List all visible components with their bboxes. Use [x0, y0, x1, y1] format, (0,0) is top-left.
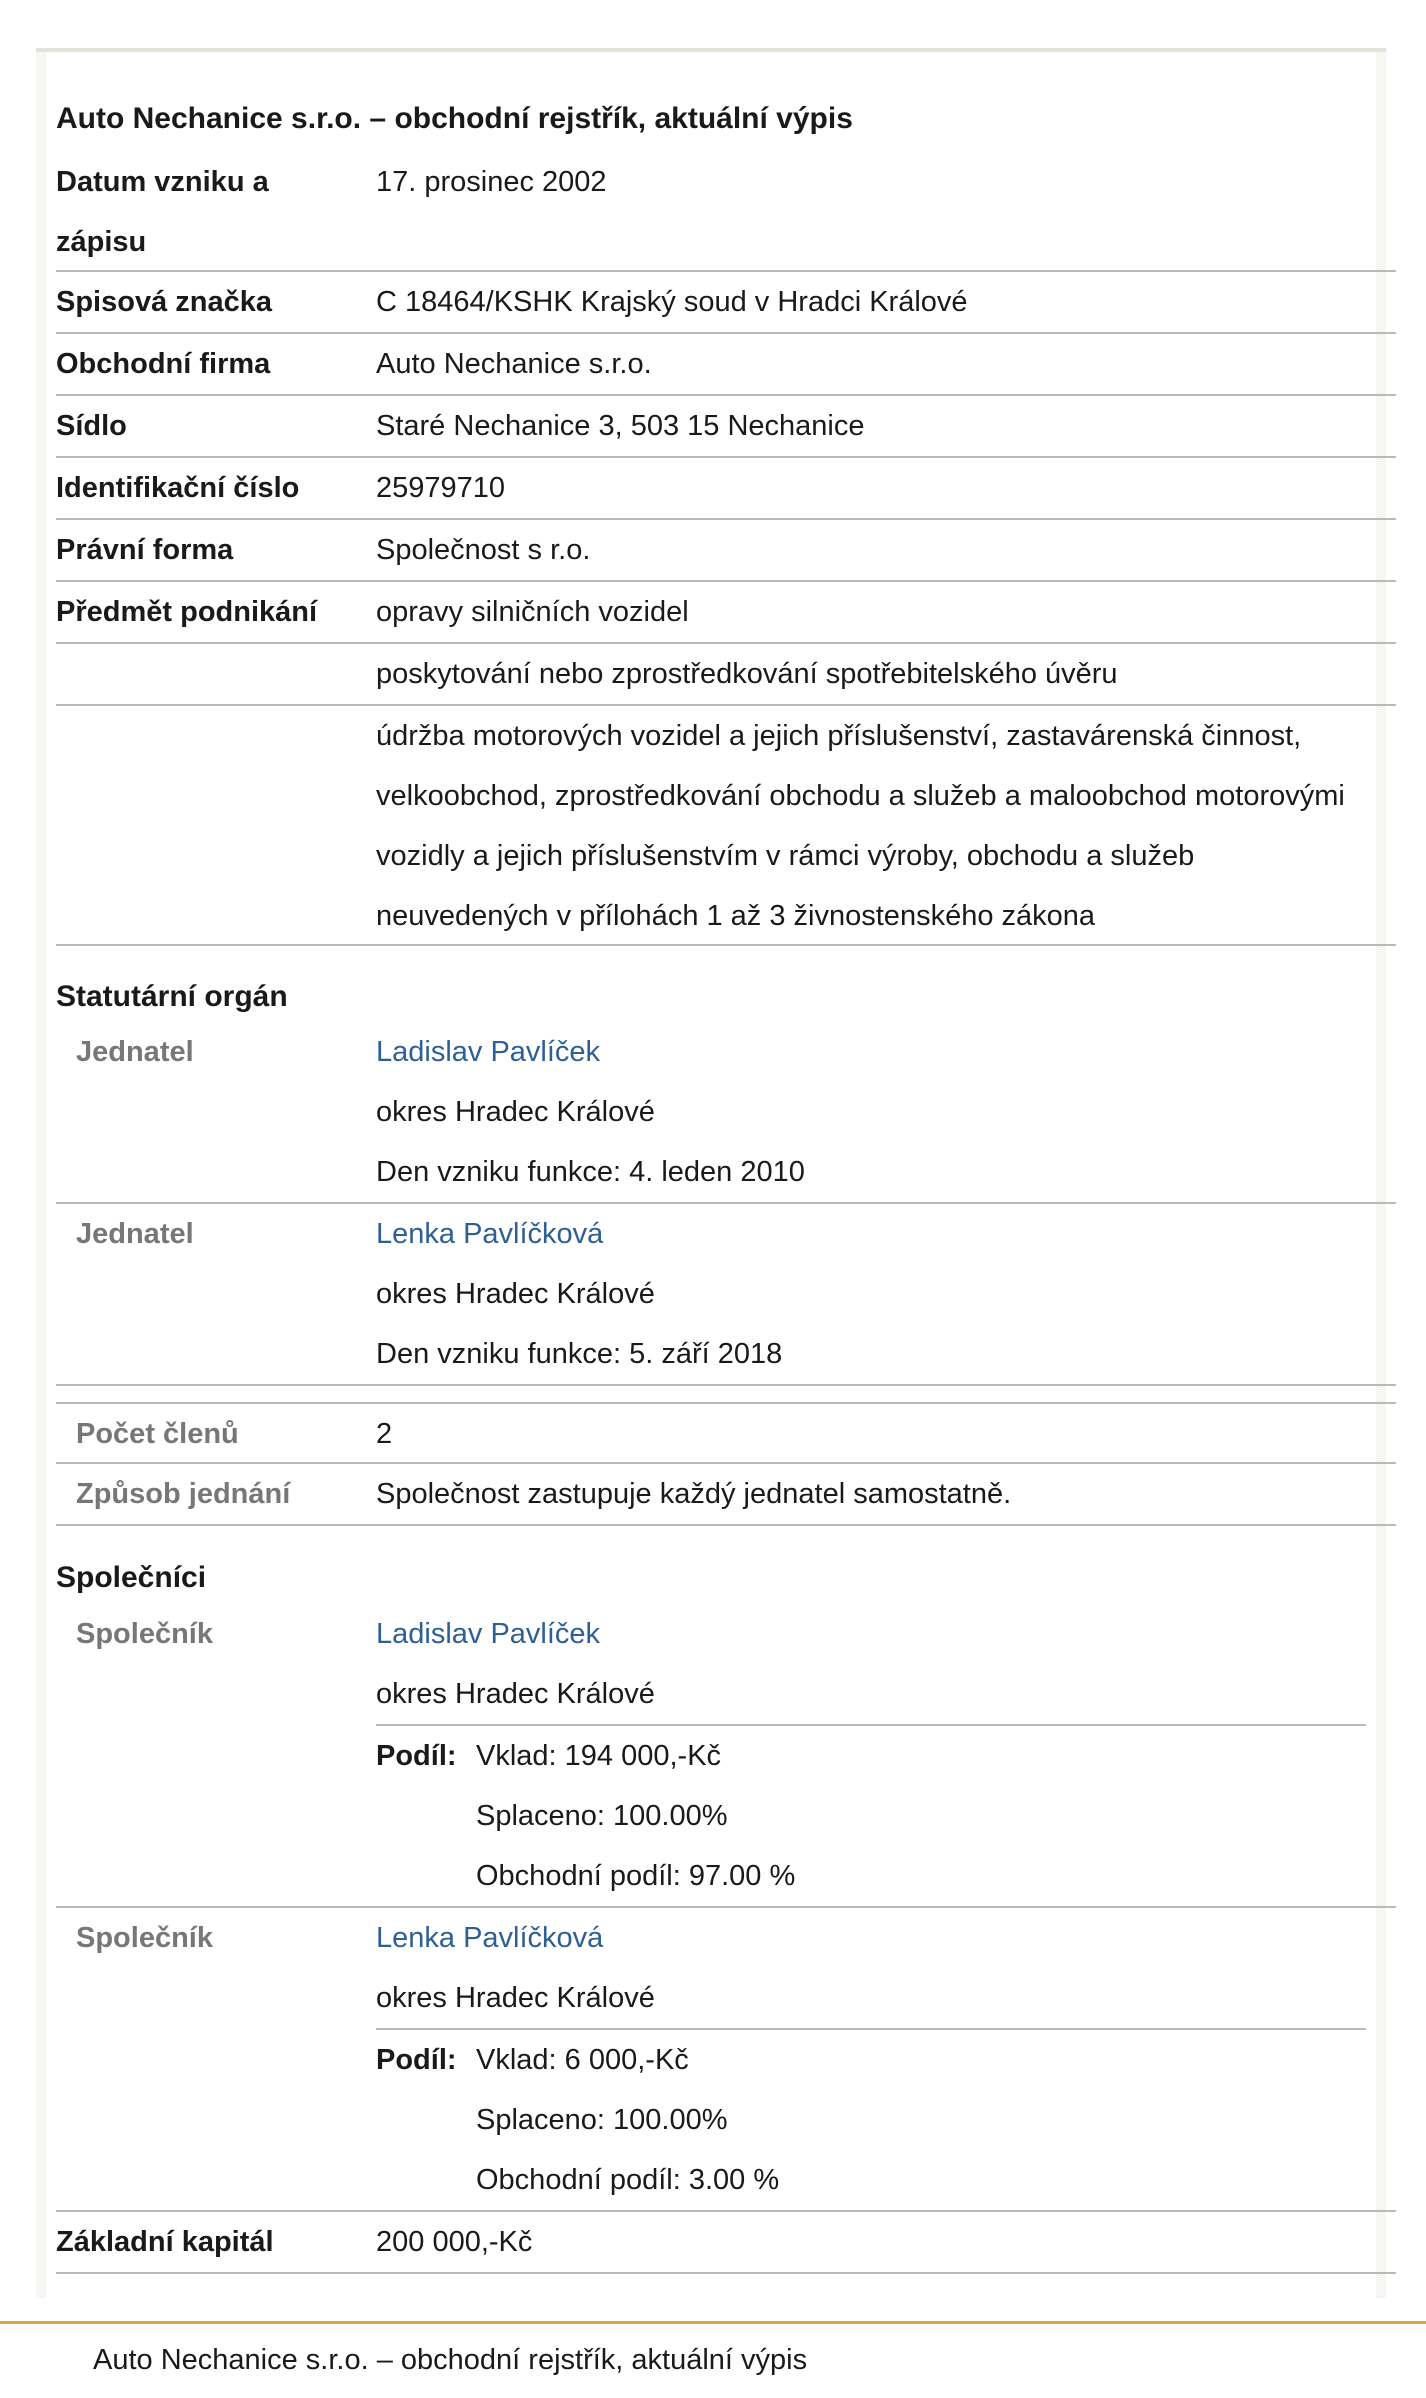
- row-zakladni-kapital: [56, 2212, 1396, 2274]
- share-splaceno: Splaceno: 100.00%: [476, 1800, 728, 1832]
- row-label: Sídlo: [56, 410, 127, 442]
- row-label: Způsob jednání: [76, 1478, 291, 1510]
- member-since: Den vzniku funkce: 4. leden 2010: [376, 1156, 805, 1188]
- row-pravni-forma: [56, 520, 1396, 582]
- member-name-link[interactable]: Lenka Pavlíčková: [376, 1218, 604, 1250]
- row-obchodni-firma: [56, 334, 1396, 396]
- row-spisova-znacka: [56, 272, 1396, 334]
- member-district: okres Hradec Králové: [376, 1096, 655, 1128]
- value-line: údržba motorových vozidel a jejich příslušenství, zastavárenská činnost,: [376, 720, 1302, 752]
- registry-card: [46, 52, 1376, 2298]
- member-name-link[interactable]: Ladislav Pavlíček: [376, 1036, 601, 1068]
- share-block: [376, 2028, 1366, 2208]
- row-value: Auto Nechanice s.r.o.: [376, 348, 652, 380]
- member-district: okres Hradec Králové: [376, 1678, 655, 1710]
- share-obchodni-podil: Obchodní podíl: 3.00 %: [476, 2164, 780, 2196]
- row-value: Společnost zastupuje každý jednatel samostatně.: [376, 1478, 1012, 1510]
- member-role: Jednatel: [76, 1036, 194, 1068]
- row-pocet-clenu: [56, 1402, 1396, 1464]
- row-datum-vzniku: [56, 152, 1396, 272]
- share-label: Podíl:: [376, 2044, 457, 2076]
- row-label: Základní kapitál: [56, 2226, 274, 2258]
- share-block: [376, 1724, 1366, 1904]
- row-label: Obchodní firma: [56, 348, 271, 380]
- share-splaceno: Splaceno: 100.00%: [476, 2104, 728, 2136]
- row-label: Počet členů: [76, 1418, 239, 1450]
- spolecnik-member: [56, 1604, 1396, 1908]
- member-name-link[interactable]: Lenka Pavlíčková: [376, 1922, 604, 1954]
- member-role: Společník: [76, 1618, 213, 1650]
- value-line: vozidly a jejich příslušenstvím v rámci výroby, obchodu a služeb: [376, 840, 1195, 872]
- row-value: poskytování nebo zprostředkování spotřebitelského úvěru: [376, 658, 1118, 690]
- row-label: [56, 152, 356, 272]
- row-identifikacni-cislo: [56, 458, 1396, 520]
- row-label: Právní forma: [56, 534, 234, 566]
- row-value: 17. prosinec 2002: [376, 166, 607, 198]
- row-value: C 18464/KSHK Krajský soud v Hradci Králové: [376, 286, 968, 318]
- statutar-member: [56, 1022, 1396, 1204]
- member-district: okres Hradec Králové: [376, 1278, 655, 1310]
- share-vklad: Vklad: 194 000,-Kč: [476, 1740, 722, 1772]
- member-role: Jednatel: [76, 1218, 194, 1250]
- row-value: Společnost s r.o.: [376, 534, 591, 566]
- row-zpusob-jednani: [56, 1464, 1396, 1526]
- section-title-statutarni-organ: Statutární orgán: [56, 980, 288, 1013]
- row-label: Identifikační číslo: [56, 472, 300, 504]
- spolecnik-member: [56, 1908, 1396, 2212]
- member-role: Společník: [76, 1922, 213, 1954]
- member-details: [376, 1604, 1376, 1724]
- page-footer: [0, 2321, 1426, 2398]
- page-title: Auto Nechanice s.r.o. – obchodní rejstřík, aktuální výpis: [56, 102, 853, 135]
- member-district: okres Hradec Králové: [376, 1982, 655, 2014]
- share-values: [476, 2030, 779, 2210]
- row-label: Spisová značka: [56, 286, 272, 318]
- content-frame: [36, 48, 1386, 2298]
- row-sidlo: [56, 396, 1396, 458]
- row-value: 200 000,-Kč: [376, 2226, 533, 2258]
- row-predmet-item: [56, 706, 1396, 946]
- share-obchodni-podil: Obchodní podíl: 97.00 %: [476, 1860, 796, 1892]
- share-label: Podíl:: [376, 1740, 457, 1772]
- row-predmet-podnikani: [56, 582, 1396, 644]
- section-title-spolecnici: Společníci: [56, 1561, 207, 1594]
- member-details: [376, 1908, 1376, 2028]
- value-line: neuvedených v přílohách 1 až 3 živnostenského zákona: [376, 900, 1096, 932]
- member-details: [376, 1022, 1376, 1202]
- row-value: 2: [376, 1418, 393, 1450]
- row-label: Předmět podnikání: [56, 596, 318, 628]
- row-value: [376, 706, 1376, 946]
- value-line: velkoobchod, zprostředkování obchodu a služeb a maloobchod motorovými: [376, 780, 1345, 812]
- row-value: 25979710: [376, 472, 506, 504]
- row-predmet-item: [56, 644, 1396, 706]
- share-vklad: Vklad: 6 000,-Kč: [476, 2044, 689, 2076]
- row-value: Staré Nechanice 3, 503 15 Nechanice: [376, 410, 865, 442]
- row-label-line-1: Datum vzniku a: [56, 166, 269, 198]
- member-details: [376, 1204, 1376, 1384]
- footer-text: Auto Nechanice s.r.o. – obchodní rejstřík, aktuální výpis: [93, 2344, 808, 2376]
- row-label-line-2: zápisu: [56, 226, 147, 258]
- share-values: [476, 1726, 795, 1906]
- row-value: opravy silničních vozidel: [376, 596, 689, 628]
- statutar-member: [56, 1204, 1396, 1386]
- member-since: Den vzniku funkce: 5. září 2018: [376, 1338, 783, 1370]
- member-name-link[interactable]: Ladislav Pavlíček: [376, 1618, 601, 1650]
